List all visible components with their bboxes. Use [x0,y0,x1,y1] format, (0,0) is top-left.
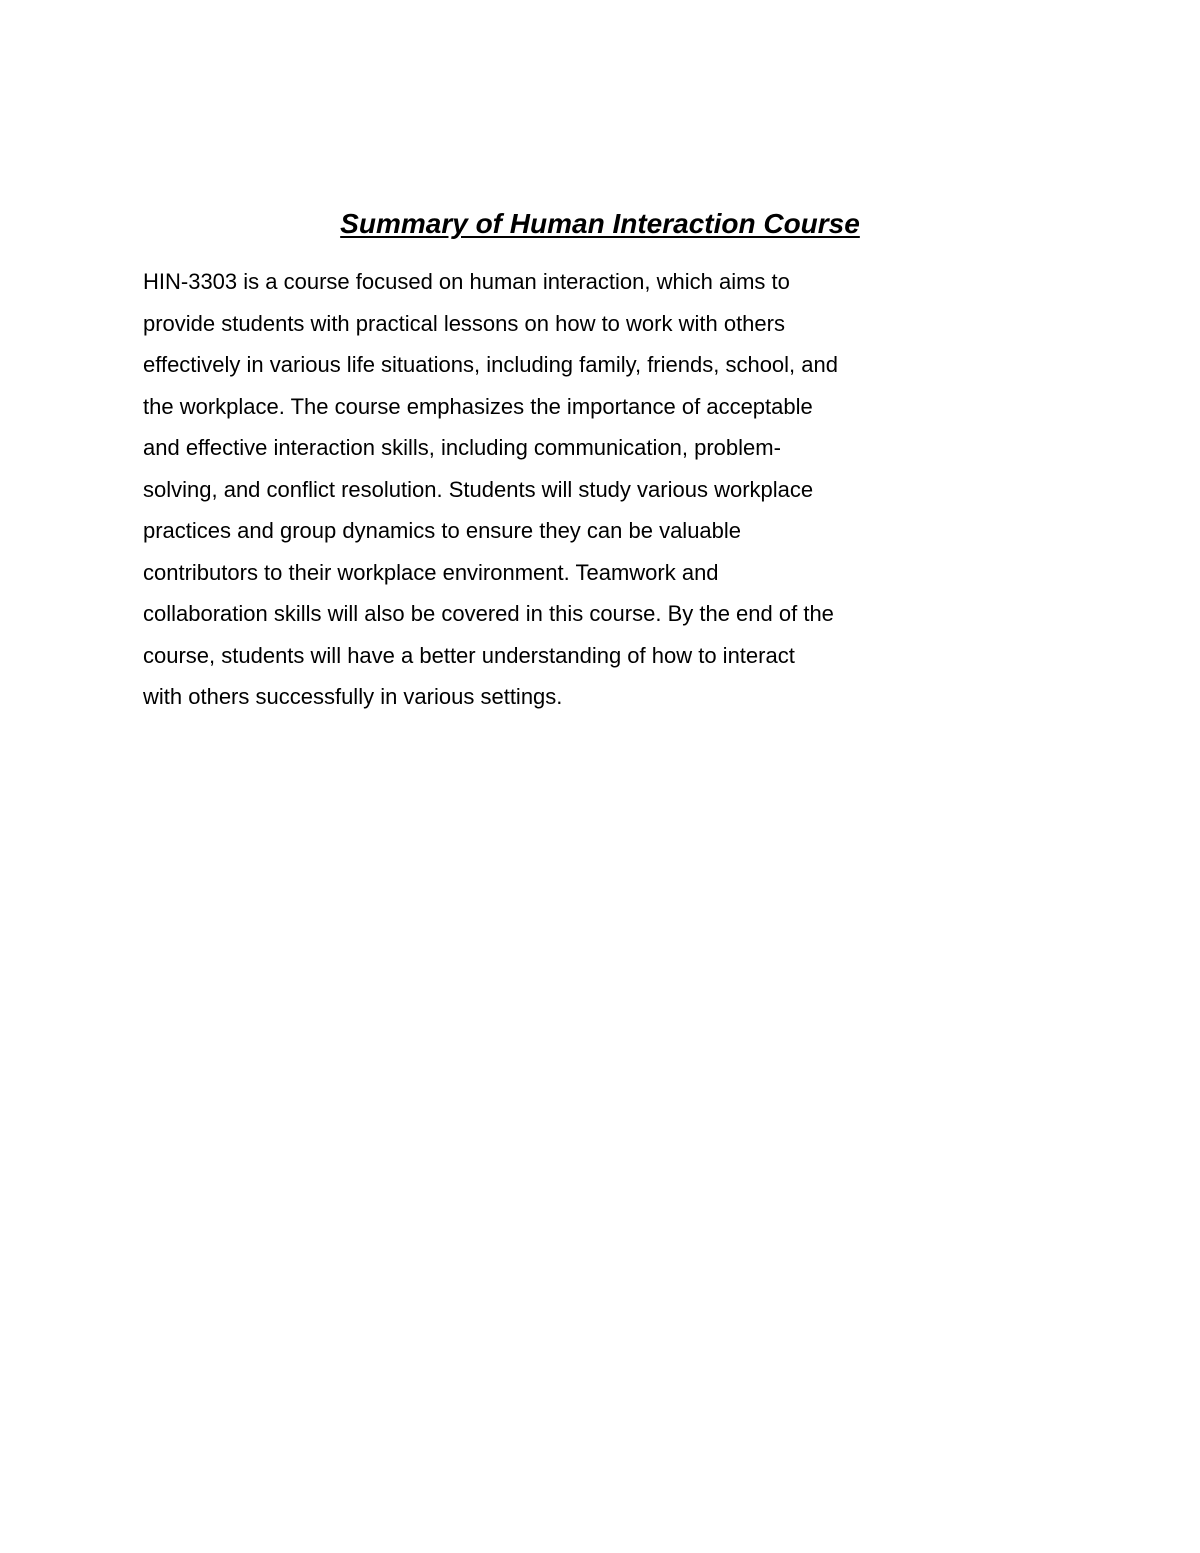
paragraph-line: practices and group dynamics to ensure they can be valuable [143,518,742,543]
paragraph-line: solving, and conflict resolution. Students will study various workplace [143,476,814,502]
paragraph-line: contributors to their workplace environment. Teamwork and [143,559,719,585]
paragraph-line: the workplace. The course emphasizes the importance of acceptable [143,393,813,419]
document-title: Summary of Human Interaction Course [340,208,860,239]
paragraph-line: and effective interaction skills, including communication, problem- [143,435,781,460]
paragraph-line: collaboration skills will also be covered in this course. By the end of the [143,601,834,626]
paragraph-line: with others successfully in various settings. [143,684,563,709]
paragraph-line: course, students will have a better understanding of how to interact [143,642,795,668]
paragraph-line: provide students with practical lessons on how to work with others [143,310,785,336]
paragraph-line: effectively in various life situations, including family, friends, school, and [143,352,838,377]
summary-paragraph [143,261,1073,718]
paragraph-line: HIN-3303 is a course focused on human interaction, which aims to [143,269,790,294]
